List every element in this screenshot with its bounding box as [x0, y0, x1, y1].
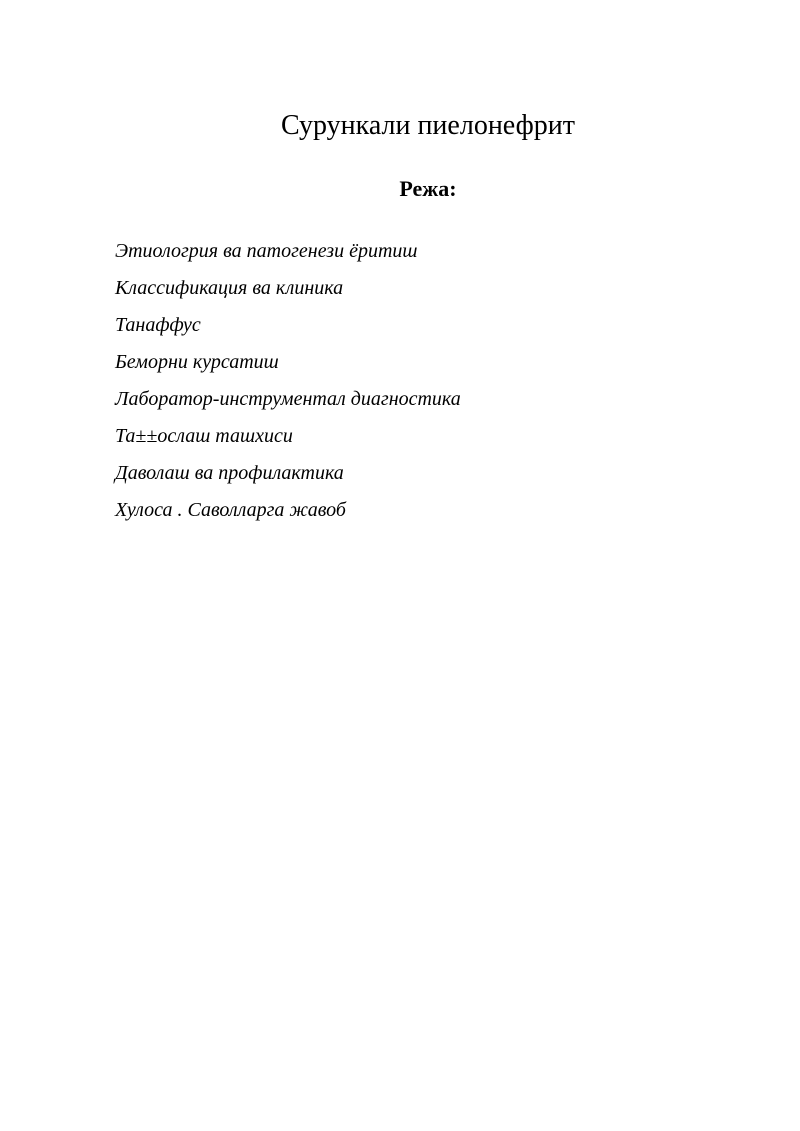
- plan-item-breathing: Танаффус: [115, 314, 201, 336]
- plan-item-classification: Классификация ва клиника: [115, 277, 344, 299]
- plan-list: [115, 233, 461, 529]
- plan-item-etiology: Этиологрия ва патогенези ёритиш: [115, 240, 418, 262]
- plan-item-diagnostics: Лаборатор-инструментал диагностика: [115, 388, 461, 410]
- plan-heading: Режа:: [399, 176, 457, 201]
- plan-item-examination: Беморни курсатиш: [115, 351, 279, 373]
- page-title: Сурункали пиелонефрит: [281, 110, 575, 141]
- plan-item-differential-diagnosis: Та±±ослаш ташхиси: [115, 425, 293, 447]
- plan-item-conclusion: Хулоса . Саволларга жавоб: [115, 499, 346, 521]
- plan-item-treatment: Даволаш ва профилактика: [115, 462, 344, 484]
